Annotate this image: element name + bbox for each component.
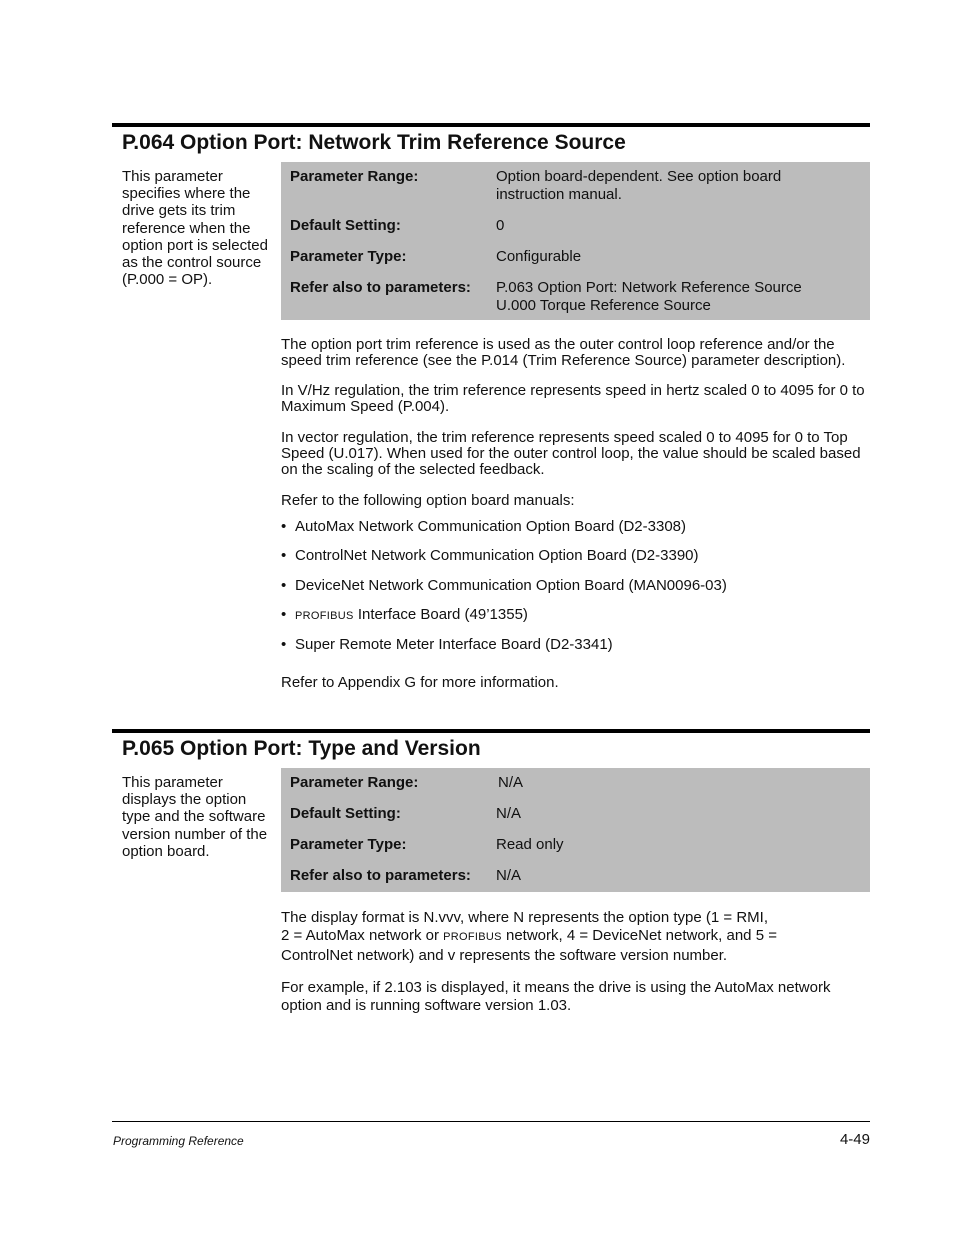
list-item-text-rest: Interface Board (49’1355) <box>357 606 528 623</box>
default-setting-label: Default Setting: <box>290 805 401 822</box>
bullet-icon: • <box>281 518 287 535</box>
side-description: This parameter specifies where the drive gets its trim reference when the option port is selected as the control source (P.000 = OP). <box>122 168 268 289</box>
paragraph: In vector regulation, the trim reference represents speed scaled 0 to 4095 for 0 to Top Speed (U.017). When used for the outer control loop, the value should be scaled based on the scaling of the selected feedback. <box>281 429 861 478</box>
paragraph-text: 2 = AutoMax network or <box>281 926 439 944</box>
paragraph-line: ControlNet network) and v represents the software version number. <box>281 946 728 964</box>
refer-also-value <box>496 279 866 314</box>
list-item-text <box>295 606 528 625</box>
section-p065 <box>112 729 870 1029</box>
default-setting-label: Default Setting: <box>290 217 401 234</box>
parameter-range-label: Parameter Range: <box>290 774 419 791</box>
refer-link-p063[interactable]: P.063 Option Port: Network Reference Source <box>496 279 802 296</box>
side-description: This parameter displays the option type and the software version number of the option board. <box>122 774 268 860</box>
footer-title: Programming Reference <box>113 1134 244 1148</box>
paragraph: In V/Hz regulation, the trim reference represents speed in hertz scaled 0 to 4095 for 0 to Maximum Speed (P.004). <box>281 382 865 415</box>
refer-also-label: Refer also to parameters: <box>290 867 471 884</box>
profibus-smallcaps: PROFIBUS <box>295 610 354 622</box>
footer-rule <box>112 1121 870 1122</box>
parameter-range-value <box>496 168 866 203</box>
default-setting-value: N/A <box>496 805 522 822</box>
bullet-icon: • <box>281 547 287 564</box>
list-item-text: ControlNet Network Communication Option Board (D2-3390) <box>295 547 699 564</box>
profibus-smallcaps: PROFIBUS <box>443 930 502 943</box>
parameter-type-label: Parameter Type: <box>290 836 407 853</box>
bullet-icon: • <box>281 636 287 653</box>
parameter-type-value: Read only <box>496 836 564 853</box>
list-item-text: Super Remote Meter Interface Board (D2-3341) <box>295 636 613 653</box>
paragraph: Refer to Appendix G for more information. <box>281 674 559 691</box>
range-value-line: Option board-dependent. See option board <box>496 168 782 185</box>
list-item-text: AutoMax Network Communication Option Board (D2-3308) <box>295 518 687 535</box>
paragraph: The option port trim reference is used as the outer control loop reference and/or the speed trim reference (see the P.014 (Trim Reference Source) parameter description). <box>281 336 846 369</box>
list-item-text: DeviceNet Network Communication Option Board (MAN0096-03) <box>295 577 727 594</box>
paragraph: Refer to the following option board manuals: <box>281 492 575 509</box>
page-number: 4-49 <box>839 1131 870 1148</box>
paragraph: For example, if 2.103 is displayed, it means the drive is using the AutoMax network option and is running software version 1.03. <box>281 979 831 1014</box>
parameter-range-value: N/A <box>498 774 524 791</box>
section-heading: P.064 Option Port: Network Trim Reference Source <box>122 131 626 154</box>
parameter-type-label: Parameter Type: <box>290 248 407 265</box>
section-rule <box>112 729 870 733</box>
default-setting-value: 0 <box>496 217 505 234</box>
paragraph-line: The display format is N.vvv, where N represents the option type (1 = RMI, <box>281 909 769 926</box>
parameter-table <box>281 768 870 892</box>
bullet-icon: • <box>281 606 287 623</box>
paragraph-text: network, 4 = DeviceNet network, and 5 = <box>505 926 777 944</box>
parameter-table <box>281 162 870 320</box>
refer-also-value: N/A <box>496 867 522 884</box>
bullet-icon: • <box>281 577 287 594</box>
section-p064 <box>112 123 870 703</box>
range-value-line: instruction manual. <box>496 185 622 203</box>
refer-also-label: Refer also to parameters: <box>290 279 471 296</box>
section-heading: P.065 Option Port: Type and Version <box>122 737 481 760</box>
paragraph <box>281 909 871 964</box>
parameter-range-label: Parameter Range: <box>290 168 419 185</box>
paragraph-line <box>281 927 871 947</box>
parameter-type-value: Configurable <box>496 248 582 265</box>
refer-link-u000[interactable]: U.000 Torque Reference Source <box>496 296 711 314</box>
section-rule <box>112 123 870 127</box>
